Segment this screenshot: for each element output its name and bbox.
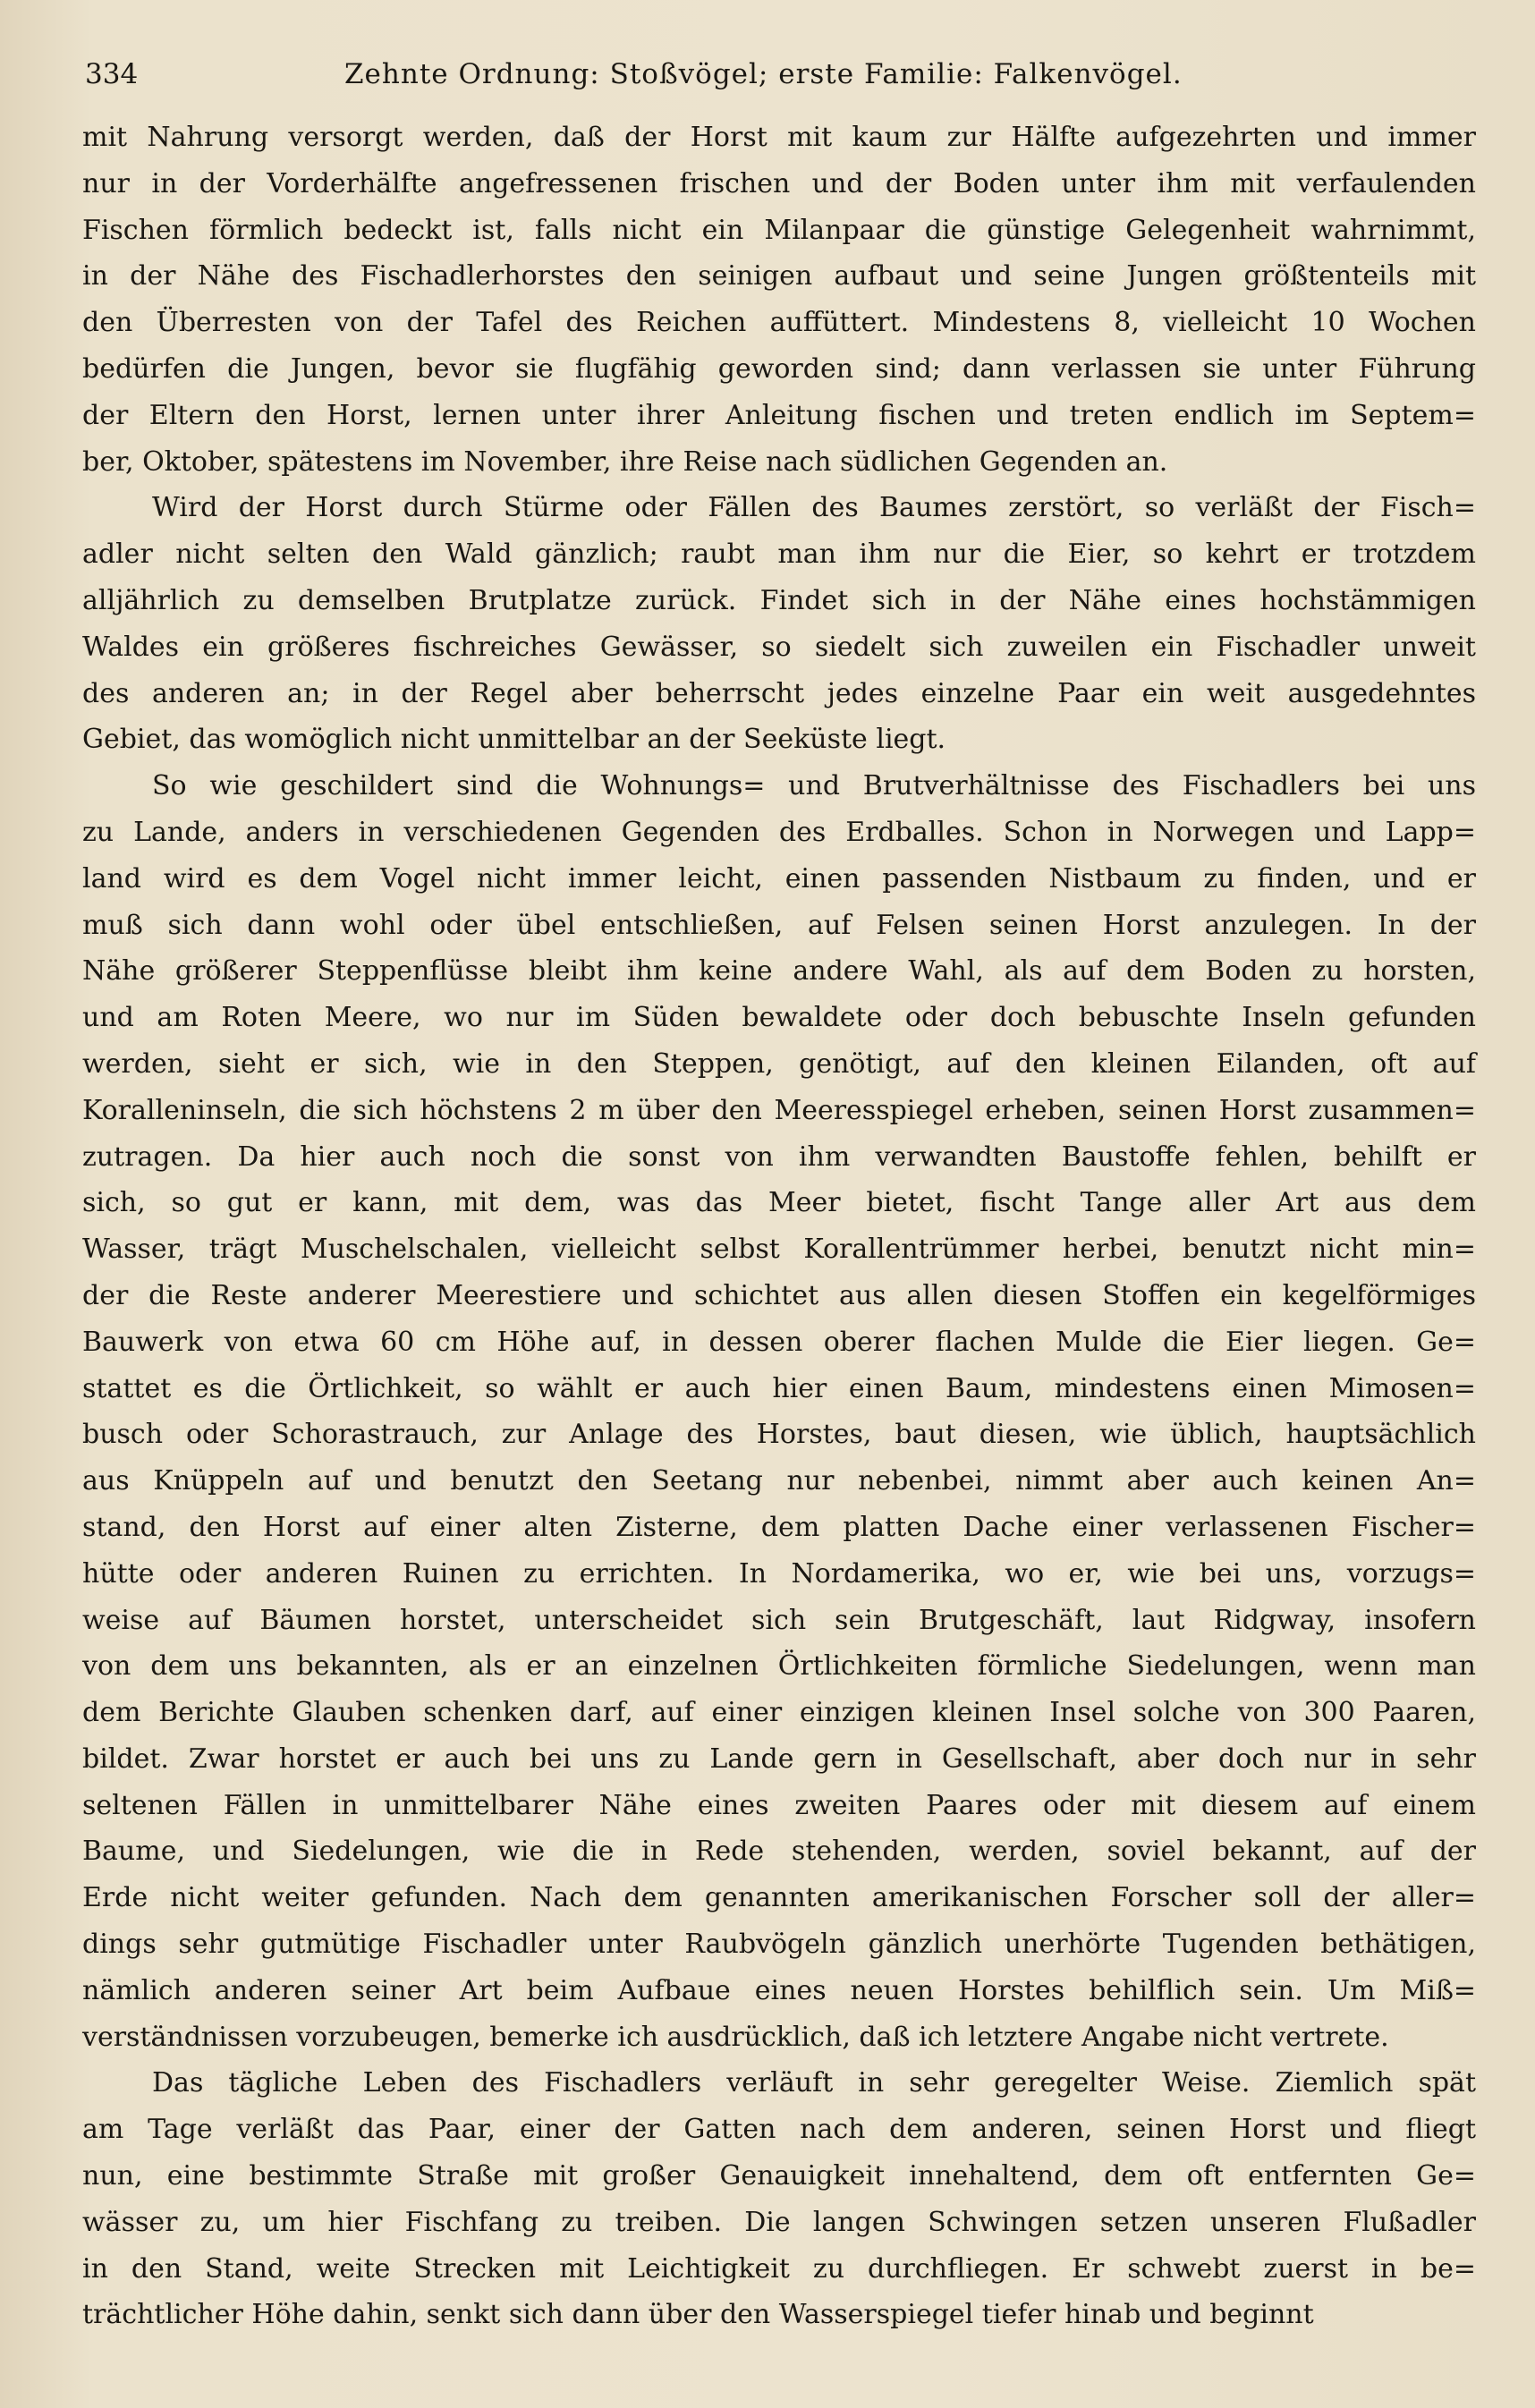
page-number: 334 xyxy=(85,58,139,90)
text-line: Waldes ein größeres fischreiches Gewässer, so siedelt sich zuweilen ein Fischadler unweit xyxy=(82,631,1476,663)
text-line: verständnissen vorzubeugen, bemerke ich ausdrücklich, daß ich letztere Angabe nicht vertrete. xyxy=(82,2021,1389,2053)
text-line: am Tage verläßt das Paar, einer der Gatten nach dem anderen, seinen Horst und fliegt xyxy=(82,2114,1476,2146)
text-line: Bauwerk von etwa 60 cm Höhe auf, in dessen oberer flachen Mulde die Eier liegen. Ge= xyxy=(82,1326,1476,1358)
text-line: ber, Oktober, spätestens im November, ihre Reise nach südlichen Gegenden an. xyxy=(82,445,1168,478)
text-line: adler nicht selten den Wald gänzlich; raubt man ihm nur die Eier, so kehrt er trotzdem xyxy=(82,538,1476,571)
text-line: Fischen förmlich bedeckt ist, falls nicht ein Milanpaar die günstige Gelegenheit wahrnimmt, xyxy=(82,214,1476,246)
paragraph xyxy=(82,114,1476,485)
paragraph xyxy=(82,2060,1476,2338)
paragraph xyxy=(82,485,1476,763)
text-line: muß sich dann wohl oder übel entschließen, auf Felsen seinen Horst anzulegen. In der xyxy=(82,909,1476,941)
text-line: mit Nahrung versorgt werden, daß der Horst mit kaum zur Hälfte aufgezehrten und immer xyxy=(82,122,1476,153)
text-line: wässer zu, um hier Fischfang zu treiben. Die langen Schwingen setzen unseren Flußadler xyxy=(82,2206,1476,2238)
text-line: zu Lande, anders in verschiedenen Gegenden des Erdballes. Schon in Norwegen und Lapp= xyxy=(82,816,1476,848)
text-line: dem Berichte Glauben schenken darf, auf einer einzigen kleinen Insel solche von 300 Paaren, xyxy=(82,1697,1476,1729)
text-line: busch oder Schorastrauch, zur Anlage des Horstes, baut diesen, wie üblich, hauptsächlich xyxy=(82,1419,1476,1451)
text-line: bildet. Zwar horstet er auch bei uns zu Lande gern in Gesellschaft, aber doch nur in sehr xyxy=(82,1742,1476,1775)
text-line: zutragen. Da hier auch noch die sonst von ihm verwandten Baustoffe fehlen, behilft er xyxy=(82,1140,1476,1173)
text-line: in der Nähe des Fischadlerhorstes den seinigen aufbaut und seine Jungen größtenteils mit xyxy=(82,260,1476,293)
text-line: nämlich anderen seiner Art beim Aufbaue eines neuen Horstes behilflich sein. Um Miß= xyxy=(82,1974,1476,2006)
text-line: hütte oder anderen Ruinen zu errichten. In Nordamerika, wo er, wie bei uns, vorzugs= xyxy=(82,1557,1476,1590)
text-line: dings sehr gutmütige Fischadler unter Raubvögeln gänzlich unerhörte Tugenden bethätigen, xyxy=(82,1929,1476,1961)
text-line: aus Knüppeln auf und benutzt den Seetang nur nebenbei, nimmt aber auch keinen An= xyxy=(82,1465,1476,1497)
text-line: stattet es die Örtlichkeit, so wählt er auch hier einen Baum, mindestens einen Mimosen= xyxy=(82,1372,1476,1404)
text-line: Koralleninseln, die sich höchstens 2 m über den Meeresspiegel erheben, seinen Horst zusammen= xyxy=(82,1094,1476,1126)
text-line: der die Reste anderer Meerestiere und schichtet aus allen diesen Stoffen ein kegelförmiges xyxy=(82,1279,1476,1311)
text-line: stand, den Horst auf einer alten Zisterne, dem platten Dache einer verlassenen Fischer= xyxy=(82,1511,1476,1543)
text-line: bedürfen die Jungen, bevor sie flugfähig geworden sind; dann verlassen sie unter Führung xyxy=(82,352,1476,385)
text-line: land wird es dem Vogel nicht immer leicht, einen passenden Nistbaum zu finden, und er xyxy=(82,862,1476,895)
text-line: sich, so gut er kann, mit dem, was das Meer bietet, fischt Tange aller Art aus dem xyxy=(82,1187,1476,1219)
text-line: trächtlicher Höhe dahin, senkt sich dann über den Wasserspiegel tiefer hinab und beginnt xyxy=(82,2299,1314,2331)
text-line: Baume, und Siedelungen, wie die in Rede stehenden, werden, soviel bekannt, auf der xyxy=(82,1836,1476,1868)
paragraph xyxy=(82,763,1476,2060)
text-line: Nähe größerer Steppenflüsse bleibt ihm keine andere Wahl, als auf dem Boden zu horsten, xyxy=(82,955,1476,988)
text-line: und am Roten Meere, wo nur im Süden bewaldete oder doch bebuschte Inseln gefunden xyxy=(82,1002,1476,1034)
text-line: seltenen Fällen in unmittelbarer Nähe eines zweiten Paares oder mit diesem auf einem xyxy=(82,1789,1476,1821)
text-line: von dem uns bekannten, als er an einzelnen Örtlichkeiten förmliche Siedelungen, wenn man xyxy=(82,1650,1476,1683)
text-line: So wie geschildert sind die Wohnungs= und Brutverhältnisse des Fischadlers bei uns xyxy=(152,770,1476,802)
text-line: werden, sieht er sich, wie in den Steppen, genötigt, auf den kleinen Eilanden, oft auf xyxy=(82,1047,1476,1080)
text-line: Gebiet, das womöglich nicht unmittelbar an der Seeküste liegt. xyxy=(82,724,946,756)
text-line: Wird der Horst durch Stürme oder Fällen des Baumes zerstört, so verläßt der Fisch= xyxy=(152,492,1476,524)
running-title: Zehnte Ordnung: Stoßvögel; erste Familie: Falkenvögel. xyxy=(344,58,1183,90)
body-text xyxy=(82,114,1476,2338)
text-line: Erde nicht weiter gefunden. Nach dem genannten amerikanischen Forscher soll der aller= xyxy=(82,1882,1476,1914)
text-line: alljährlich zu demselben Brutplatze zurück. Findet sich in der Nähe eines hochstämmigen xyxy=(82,584,1476,616)
page-header xyxy=(85,52,1480,97)
text-line: in den Stand, weite Strecken mit Leichtigkeit zu durchfliegen. Er schwebt zuerst in be= xyxy=(82,2252,1476,2285)
text-line: nun, eine bestimmte Straße mit großer Genauigkeit innehaltend, dem oft entfernten Ge= xyxy=(82,2160,1476,2192)
text-line: der Eltern den Horst, lernen unter ihrer Anleitung fischen und treten endlich im Septem= xyxy=(82,399,1476,431)
text-line: den Überresten von der Tafel des Reichen auffüttert. Mindestens 8, vielleicht 10 Wochen xyxy=(82,307,1476,339)
text-line: des anderen an; in der Regel aber beherrscht jedes einzelne Paar ein weit ausgedehntes xyxy=(82,677,1476,709)
text-line: weise auf Bäumen horstet, unterscheidet sich sein Brutgeschäft, laut Ridgway, insofern xyxy=(82,1604,1476,1636)
text-line: Wasser, trägt Muschelschalen, vielleicht selbst Korallentrümmer herbei, benutzt nicht min= xyxy=(82,1234,1476,1266)
text-line: nur in der Vorderhälfte angefressenen frischen und der Boden unter ihm mit verfaulenden xyxy=(82,167,1476,199)
text-line: Das tägliche Leben des Fischadlers verläuft in sehr geregelter Weise. Ziemlich spät xyxy=(152,2067,1476,2099)
